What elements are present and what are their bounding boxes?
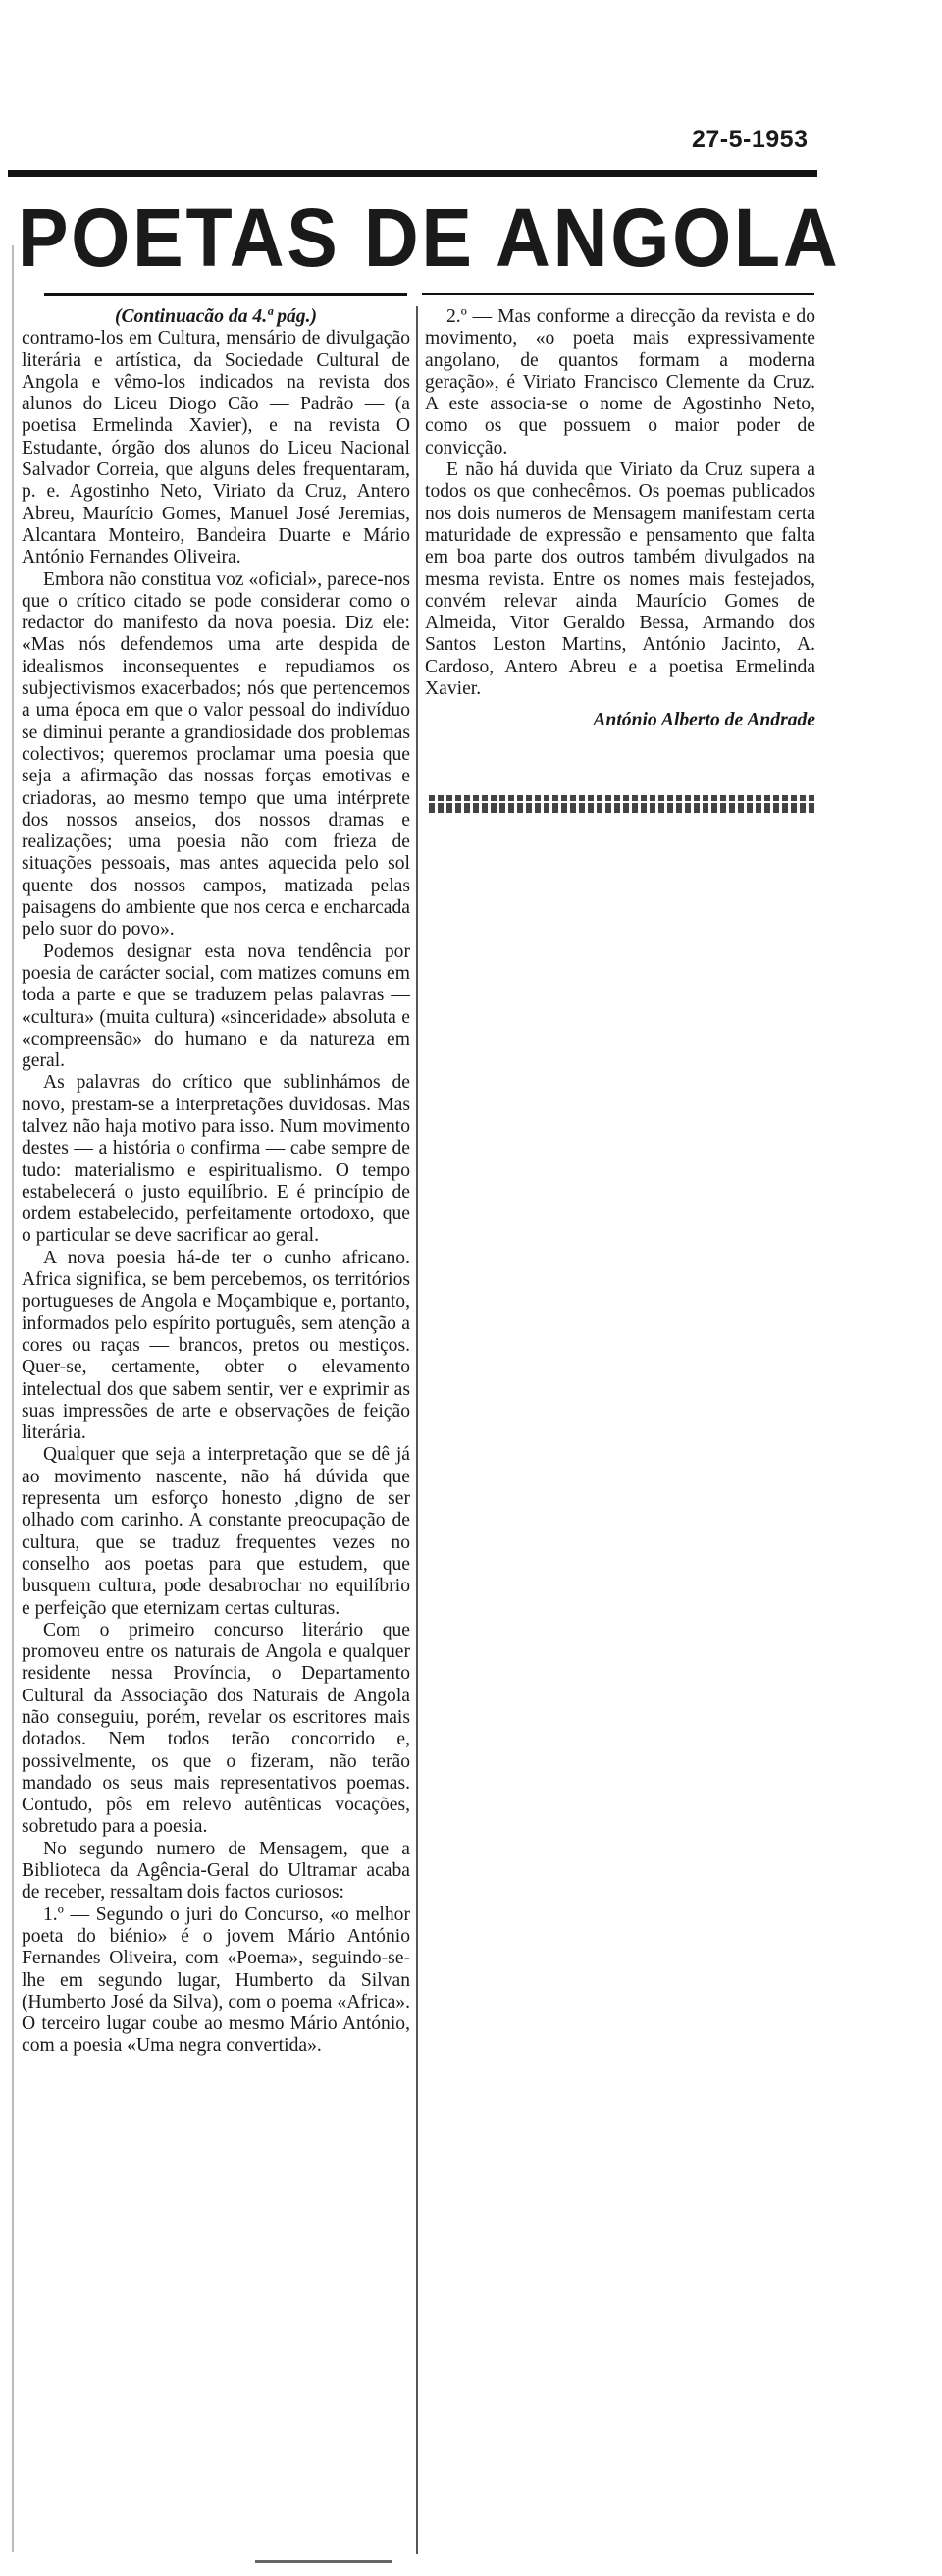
paragraph: No segundo numero de Mensagem, que a Biblioteca da Agência-Geral do Ultramar acaba de receber, ressaltam dois factos curiosos: [22,1838,410,1904]
top-rule [8,170,817,177]
article-column-1 [22,306,410,2058]
paragraph: Podemos designar esta nova tendência por poesia de carácter social, com matizes comuns em toda a parte e que se traduzem pelas palavras — «cultura» (muita cultura) «sinceridade» absoluta e «compreensão» do humano e da natureza em geral. [22,940,410,1072]
paragraph: contramo-los em Cultura, mensário de divulgação literária e artística, da Sociedade Cultural de Angola e vêmo-los indicados na revista dos alunos do Liceu Diogo Cão — Padrão — (a poetisa Ermelinda Xavier), e na revista O Estudante, órgão dos alunos do Liceu Nacional Salvador Correia, que alguns deles frequentaram, p. e. Agostinho Neto, Viriato da Cruz, Antero Abreu, Maurício Gomes, Manuel José Jeremias, Alcantara Monteiro, Bandeira Duarte e Mário António Fernandes Oliveira. [22,328,410,568]
paragraph: 1.º — Segundo o juri do Concurso, «o melhor poeta do biénio» é o jovem Mário António Fernandes Oliveira, com «Poema», seguindo-se-lhe em segundo lugar, Humberto da Silvan (Humberto José da Silva), com o poema «Africa». O terceiro lugar coube ao mesmo Mário António, com a poesia «Uma negra convertida». [22,1904,410,2057]
paragraph: A nova poesia há-de ter o cunho africano. Africa significa, se bem percebemos, os territórios portugueses de Angola e Moçambique e, portanto, informados pelo espírito português, sem atenção a cores ou raças — brancos, pretos ou mestiços. Quer-se, certamente, obter o elevamento intelectual dos que sabem sentir, ver e exprimir as suas impressões de arte e observações de feição literária. [22,1247,410,1444]
headline: POETAS DE ANGOLA [18,191,841,284]
article-column-2 [425,306,815,732]
continuation-note: (Continuacão da 4.ª pág.) [114,306,318,327]
issue-date: 27-5-1953 [692,126,809,153]
paragraph: E não há duvida que Viriato da Cruz supera a todos os que conhecêmos. Os poemas publicados nos dois numeros de Mensagem manifestam certa maturidade de expressão e pensamento que falta em boa parte dos outros também divulgados na mesma revista. Entre os nomes mais festejados, convém relevar ainda Maurício Gomes de Almeida, Vitor Geraldo Bessa, Armando dos Santos Leston Martins, António Jacinto, A. Cardoso, Antero Abreu e a poetisa Ermelinda Xavier. [425,459,815,700]
paragraph: As palavras do crítico que sublinhámos de novo, prestam-se a interpretações duvidosas. Mas talvez não haja motivo para isso. Num movimento destes — a história o confirma — cabe sempre de tudo: materialismo e espiritualismo. O tempo estabelecerá o justo equilíbrio. E é princípio de ordem estabelecido, perfeitamente ortodoxo, que o particular se deve sacrificar ao geral. [22,1072,410,1247]
headline-rule-left [44,293,407,296]
left-margin-line [12,245,14,2552]
headline-rule-right [422,293,814,295]
end-ornament-gap [429,801,816,803]
end-ornament [429,795,816,813]
paragraph: Com o primeiro concurso literário que promoveu entre os naturais de Angola e qualquer residente nessa Província, o Departamento Cultural da Associação dos Naturais de Angola não conseguiu, porém, revelar os escritores mais dotados. Nem todos terão concorrido e, possivelmente, os que o fizeram, não terão mandado os seus mais representativos poemas. Contudo, pôs em relevo autênticas vocações, sobretudo para a poesia. [22,1619,410,1838]
paragraph: Embora não constitua voz «oficial», parece-nos que o crítico citado se pode considerar como o redactor do manifesto da nova poesia. Diz ele: «Mas nós defendemos uma arte despida de idealismos inconsequentes e repudiamos os subjectivismos exacerbados; nós que pertencemos a uma época em que o valor pessoal do indivíduo se diminui perante a grandiosidade dos problemas colectivos; queremos proclamar uma poesia que seja a afirmação das nossas forças emotivas e criadoras, ao mesmo tempo que uma intérprete dos nossos anseios, dos nossos dramas e realizações; uma poesia não com frieza de situações pessoais, mas antes aquecida pelo sol quente dos nossos campos, matizada pelas paisagens do ambiente que nos cerca e encharcada pelo suor do povo». [22,568,410,940]
author-signature: António Alberto de Andrade [593,710,815,731]
paragraph: 2.º — Mas conforme a direcção da revista e do movimento, «o poeta mais expressivamente angolano, de quantos formam a moderna geração», é Viriato Francisco Clemente da Cruz. A este associa-se o nome de Agostinho Neto, como os que possuem o maior poder de convicção. [425,306,815,458]
paragraph: Qualquer que seja a interpretação que se dê já ao movimento nascente, não há dúvida que representa um esforço honesto ,digno de ser olhado com carinho. A constante preocupação de cultura, que se traduz frequentes vezes no conselho aos poetas para que estudem, que busquem cultura, pode desabrochar no equilíbrio e perfeição que eternizam certas culturas. [22,1444,410,1619]
bottom-rule [255,2560,392,2563]
column-divider [416,306,418,2554]
